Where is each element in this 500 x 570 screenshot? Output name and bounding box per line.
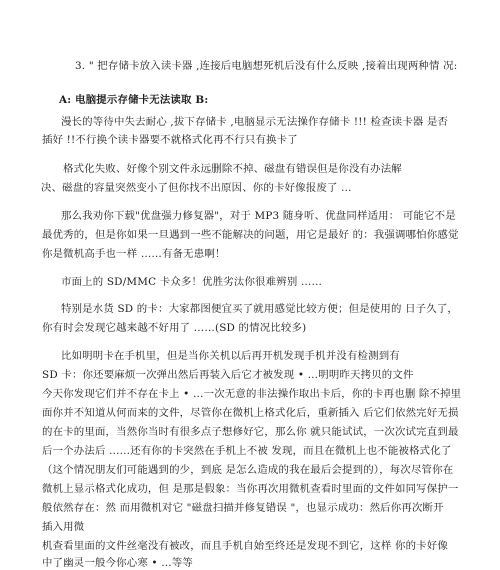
paragraph-line: 特别是水货 SD 的卡：大家都图便宜买了就用感觉比较方便；但是使用的 日子久了， bbox=[61, 303, 459, 315]
paragraph-line: 后一个办法后 ……还有你的卡突然在手机上不被 发现，而且在微机上也不能被格式化了 bbox=[42, 445, 452, 457]
paragraph-line: 面你并不知道从何而来的文件，尽管你在微机上格式化后，重新插入 后它们依然完好无损 bbox=[42, 407, 459, 419]
paragraph-line: SD 卡：你还要麻烦一次弹出然后再装入后它才被发现 • …明明昨天拷贝的文件 bbox=[42, 369, 414, 381]
paragraph-line: （这个情况朋友们可能遇到的少，到底 是怎么造成的我在最后会提到的），每次尽管你在 bbox=[42, 464, 454, 476]
paragraph-line: 比如明明卡在手机里，但是当你关机以后再开机发现手机并没有检测到有 bbox=[61, 350, 400, 362]
paragraph-line: 插好 !!不行换个读卡器要不就格式化再不行只有换卡了 bbox=[42, 134, 298, 146]
paragraph-line: 那么我劝你下载"优盘强力修复器"，对于 MP3 随身听、优盘同样适用： 可能它不是 bbox=[61, 210, 456, 222]
paragraph-line: 决、磁盘的容量突然变小了但你找不出原因、你的卡好像报废了 … bbox=[41, 182, 352, 194]
paragraph-line: 市面上的 SD/MMC 卡众多！优胜劣汰你很难辨别 …… bbox=[61, 276, 323, 288]
paragraph-line: 漫长的等待中失去耐心 ,拔下存储卡 ,电脑显示无法操作存储卡 !!! 检查读卡器 是否 bbox=[61, 116, 449, 128]
paragraph-line: 今天你发现它们并不存在卡上 • …一次无意的非法操作取出卡后，你的卡再也删 除不掉里 bbox=[42, 388, 462, 400]
paragraph-line: 最优秀的，但是你如果一旦遇到一些不能解决的问题，用它是最好 的：我强调哪怕你感觉 bbox=[42, 229, 459, 241]
paragraph-line: 你有时会发现它越来越不好用了 ……(SD 的情况比较多) bbox=[42, 322, 307, 334]
options-line: A: 电脑提示存储卡无法读取 B: bbox=[59, 94, 209, 106]
paragraph-line: 般依然存在：然 而用微机对它 "磁盘扫描并修复错误 "，也显示成功：然后你再次断开 bbox=[42, 502, 444, 514]
paragraph-line: 微机上显示格式化成功，但 是那是假象：当你再次用微机查看时里面的文件如同写保护一 bbox=[42, 483, 459, 495]
section-3-heading: 3. " 把存储卡放入读卡器 ,连接后电脑想死机后没有什么反映 ,接着出现两种情 况: bbox=[75, 60, 458, 72]
paragraph-line: 的在卡的里面，当然你当时有很多点子想修好它，那么你 就只能试试，一次次试完直到最 bbox=[42, 426, 459, 438]
paragraph-line: 插入用微 bbox=[42, 521, 85, 533]
paragraph-line: 格式化失败、好像个别文件永远删除不掉、磁盘有错误但是你没有办法解 bbox=[63, 163, 402, 175]
paragraph-line: 中了幽灵一般今你心寒 • …等等 bbox=[42, 557, 194, 569]
paragraph-line: 你是微机高手也一样 ……有备无患啊！ bbox=[42, 248, 226, 260]
paragraph-line: 机查看里面的文件丝毫没有被改，而且手机自始至终还是发现不到它，这样 你的卡好像 bbox=[42, 540, 448, 552]
